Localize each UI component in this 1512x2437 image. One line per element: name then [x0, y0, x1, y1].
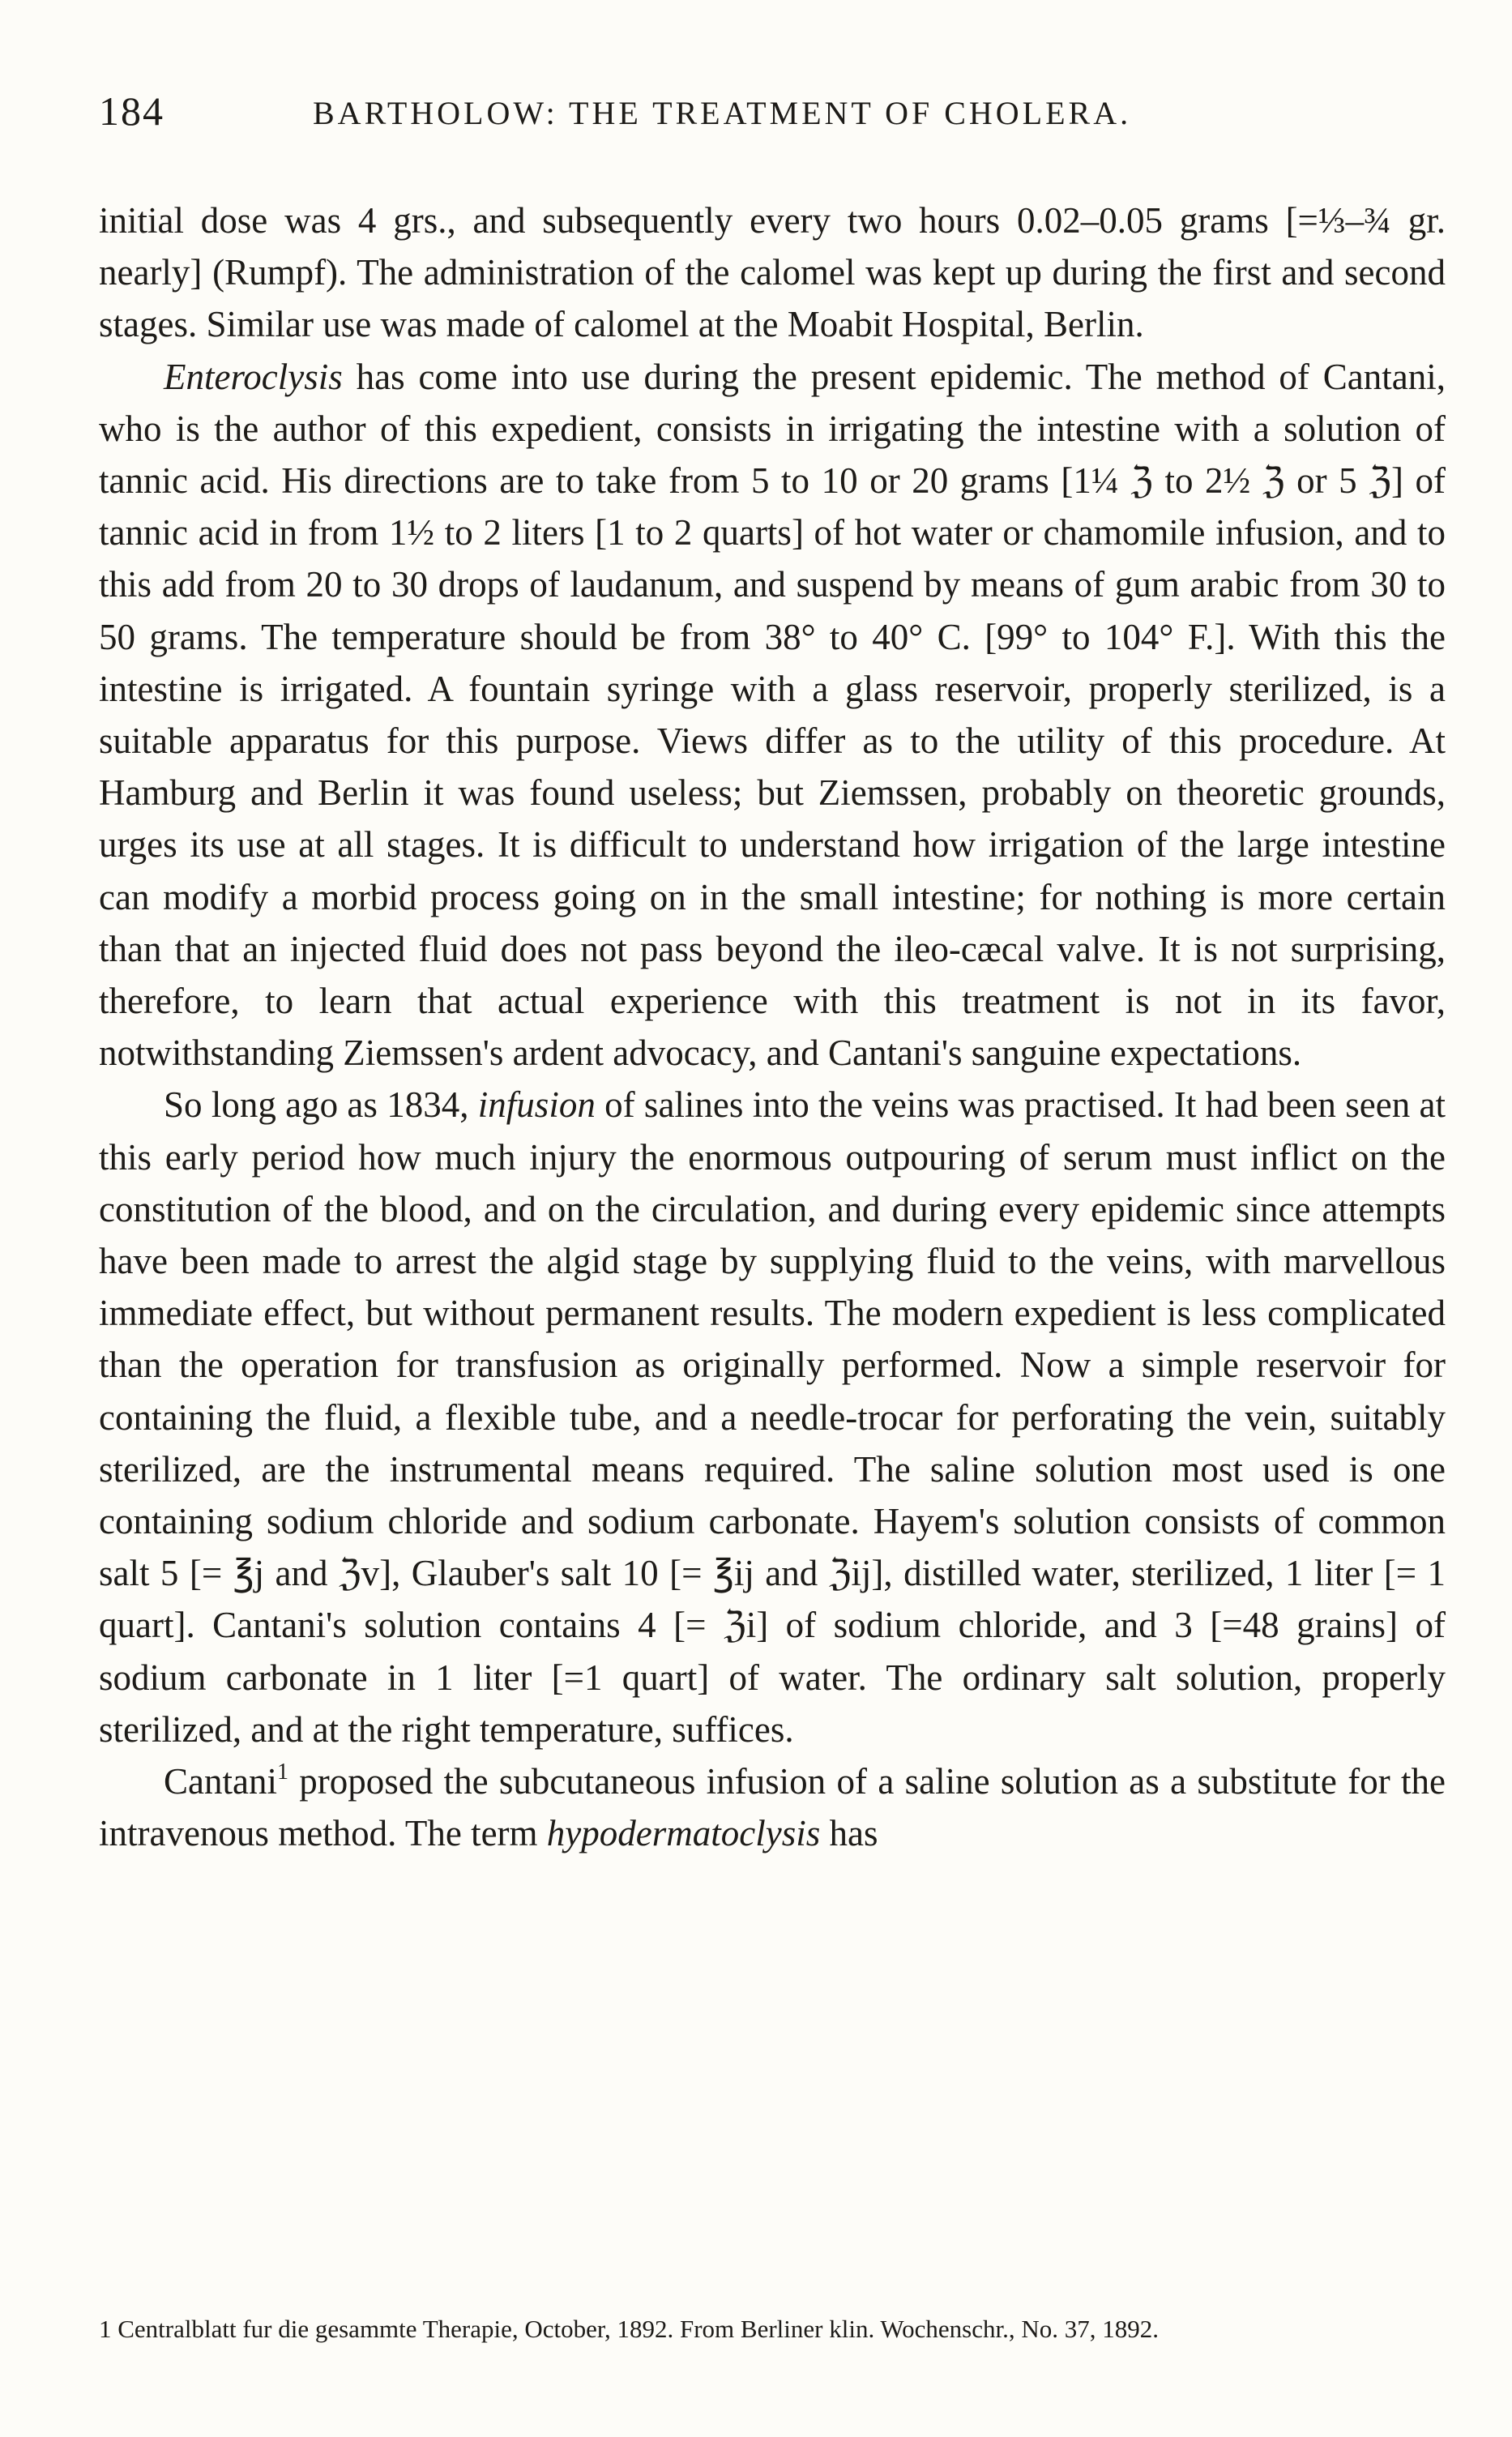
running-title: BARTHOLOW: THE TREATMENT OF CHOLERA. — [313, 95, 1132, 131]
paragraph-infusion-text: of salines into the veins was practised. It had been seen at this early period how much injury the enormous outpouring of serum must inflict on the constitution of the blood, and on the circulation, and during every epidemic since attempts have been made to arrest the algid stage by supplying fluid to the veins, with marvellous immediate effect, but without permanent results. The modern expedient is less complicated than the operation for transfusion as originally performed. Now a simple reservoir for containing the fluid, a flexible tube, and a needle-trocar for perforating the vein, suitably sterilized, are the instrumental means required. The saline solution most used is one containing sodium chloride and sodium carbonate. Hayem's solution consists of common salt 5 [= ℥j and ℨv], Glauber's salt 10 [= ℥ij and ℨij], distilled water, sterilized, 1 liter [= 1 quart]. Cantani's solution contains 4 [= ℨi] of sodium chloride, and 3 [=48 grains] of sodium carbonate in 1 liter [=1 quart] of water. The ordinary salt solution, properly sterilized, and at the right temperature, suffices. — [99, 1084, 1446, 1750]
paragraph-calomel: initial dose was 4 grs., and subsequently every two hours 0.02–0.05 grams [=⅓–¾ gr. nearly] (Rumpf). The administration of the calomel was kept up during the first and second stages. Similar use was made of calomel at the Moabit Hospital, Berlin. — [99, 200, 1446, 345]
paragraph-infusion — [99, 1079, 1446, 1755]
term-infusion: infusion — [477, 1084, 596, 1126]
paragraph-enteroclysis — [99, 351, 1446, 1080]
paragraph-enteroclysis-text: has come into use during the present epidemic. The method of Cantani, who is the author of this expedient, consists in irrigating the intestine with a solution of tannic acid. His directions are to take from 5 to 10 or 20 grams [1¼ ℨ to 2½ ℨ or 5 ℨ] of tannic acid in from 1½ to 2 liters [1 to 2 quarts] of hot water or chamomile infusion, and to this add from 20 to 30 drops of laudanum, and suspend by means of gum arabic from 30 to 50 grams. The temperature should be from 38° to 40° C. [99° to 104° F.]. With this the intestine is irrigated. A fountain syringe with a glass reservoir, properly sterilized, is a suitable apparatus for this purpose. Views differ as to the utility of this procedure. At Hamburg and Berlin it was found useless; but Ziemssen, probably on theoretic grounds, urges its use at all stages. It is difficult to understand how irrigation of the large intestine can modify a morbid process going on in the small intestine; for nothing is more certain than that an injected fluid does not pass beyond the ileo-cæcal valve. It is not surprising, therefore, to learn that actual experience with this treatment is not in its favor, notwithstanding Ziemssen's ardent advocacy, and Cantani's sanguine expectations. — [99, 356, 1446, 1074]
paragraph-hypodermatoclysis-text: proposed the subcutaneous infusion of a saline solution as a substitute for the intravenous method. The term — [99, 1761, 1446, 1854]
running-head — [99, 88, 1446, 136]
paragraph-hypodermatoclysis-lead: Cantani — [164, 1761, 277, 1802]
paragraph-hypodermatoclysis — [99, 1755, 1446, 1859]
footnote-marker: 1 — [276, 1759, 288, 1785]
footnote-text: 1 Centralblatt fur die gesammte Therapie, October, 1892. From Berliner klin. Wochenschr., No. 37, 1892. — [99, 2315, 1160, 2343]
paragraph-hypodermatoclysis-end: has — [820, 1813, 878, 1854]
page-number: 184 — [99, 88, 164, 134]
footnote — [99, 2300, 1446, 2358]
term-enteroclysis: Enteroclysis — [164, 356, 343, 397]
body-text — [99, 195, 1446, 1860]
term-hypodermatoclysis: hypodermatoclysis — [546, 1813, 821, 1854]
paragraph-infusion-lead: So long ago as 1834, — [164, 1084, 478, 1126]
